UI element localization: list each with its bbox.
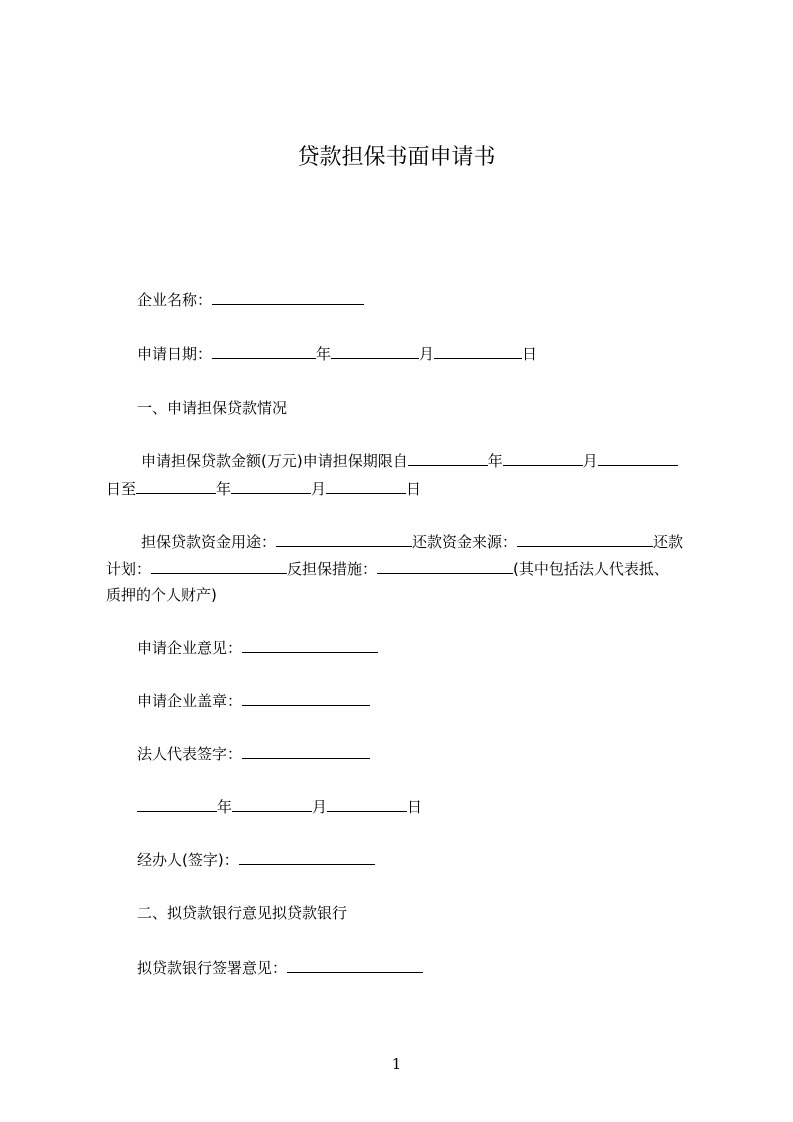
day-label: 日 [522, 345, 538, 363]
day-to-label: 日至 [106, 480, 137, 498]
counter-guarantee-blank[interactable] [377, 559, 513, 574]
period-to-year-blank[interactable] [136, 479, 216, 494]
legal-rep-row [137, 744, 370, 764]
month-label: 月 [311, 480, 327, 498]
period-to-row [106, 479, 421, 499]
purpose-label: 担保贷款资金用途： [141, 533, 277, 551]
section2-heading: 二、拟贷款银行意见拟贷款银行 [137, 904, 348, 922]
source-label: 还款资金来源： [412, 533, 518, 551]
apply-day-blank[interactable] [434, 344, 522, 359]
sign-day-blank[interactable] [327, 797, 407, 812]
period-from-year-blank[interactable] [408, 451, 488, 466]
bank-opinion-row [137, 958, 423, 978]
period-to-day-blank[interactable] [326, 479, 406, 494]
loan-amount-row [141, 451, 678, 471]
year-label: 年 [217, 798, 233, 816]
legal-rep-label: 法人代表签字： [137, 745, 243, 763]
month-label: 月 [312, 798, 328, 816]
purpose-row [141, 532, 683, 552]
apply-date-row [137, 344, 537, 364]
handler-row [137, 850, 375, 870]
repay-label: 还款 [653, 533, 684, 551]
sign-month-blank[interactable] [232, 797, 312, 812]
month-label: 月 [582, 452, 598, 470]
document-title: 贷款担保书面申请书 [297, 145, 496, 170]
purpose-blank[interactable] [276, 532, 412, 547]
company-opinion-row [137, 638, 378, 658]
company-seal-label: 申请企业盖章： [137, 692, 243, 710]
sign-year-blank[interactable] [137, 797, 217, 812]
loan-amount-text: 申请担保贷款金额(万元)申请担保期限自 [141, 452, 408, 470]
plan-blank[interactable] [151, 559, 287, 574]
apply-month-blank[interactable] [331, 344, 419, 359]
company-name-row [137, 290, 364, 310]
year-label: 年 [487, 452, 503, 470]
company-opinion-label: 申请企业意见： [137, 639, 243, 657]
bank-opinion-blank[interactable] [287, 958, 423, 973]
apply-date-label: 申请日期： [137, 345, 213, 363]
plan-row [106, 559, 669, 579]
year-label: 年 [316, 345, 332, 363]
handler-blank[interactable] [239, 850, 375, 865]
sign-date-row [137, 797, 422, 817]
bank-opinion-label: 拟贷款银行签署意见： [137, 959, 288, 977]
source-blank[interactable] [517, 532, 653, 547]
handler-label: 经办人(签字)： [137, 851, 239, 869]
pledge-note: 质押的个人财产) [106, 586, 217, 604]
period-from-day-blank[interactable] [598, 451, 678, 466]
company-name-label: 企业名称： [137, 291, 213, 309]
day-label: 日 [407, 798, 423, 816]
year-label: 年 [216, 480, 232, 498]
period-from-month-blank[interactable] [503, 451, 583, 466]
month-label: 月 [419, 345, 435, 363]
section1-heading: 一、申请担保贷款情况 [137, 399, 288, 417]
company-seal-blank[interactable] [242, 691, 370, 706]
period-to-month-blank[interactable] [231, 479, 311, 494]
company-opinion-blank[interactable] [242, 638, 378, 653]
counter-guarantee-label: 反担保措施： [287, 560, 378, 578]
company-seal-row [137, 691, 370, 711]
apply-year-blank[interactable] [212, 344, 316, 359]
legal-rep-blank[interactable] [242, 744, 370, 759]
page-number: 1 [391, 1055, 402, 1073]
day-label: 日 [406, 480, 422, 498]
company-name-blank[interactable] [212, 290, 364, 305]
counter-guarantee-note: (其中包括法人代表抵、 [513, 560, 669, 578]
plan-label: 计划： [106, 560, 152, 578]
